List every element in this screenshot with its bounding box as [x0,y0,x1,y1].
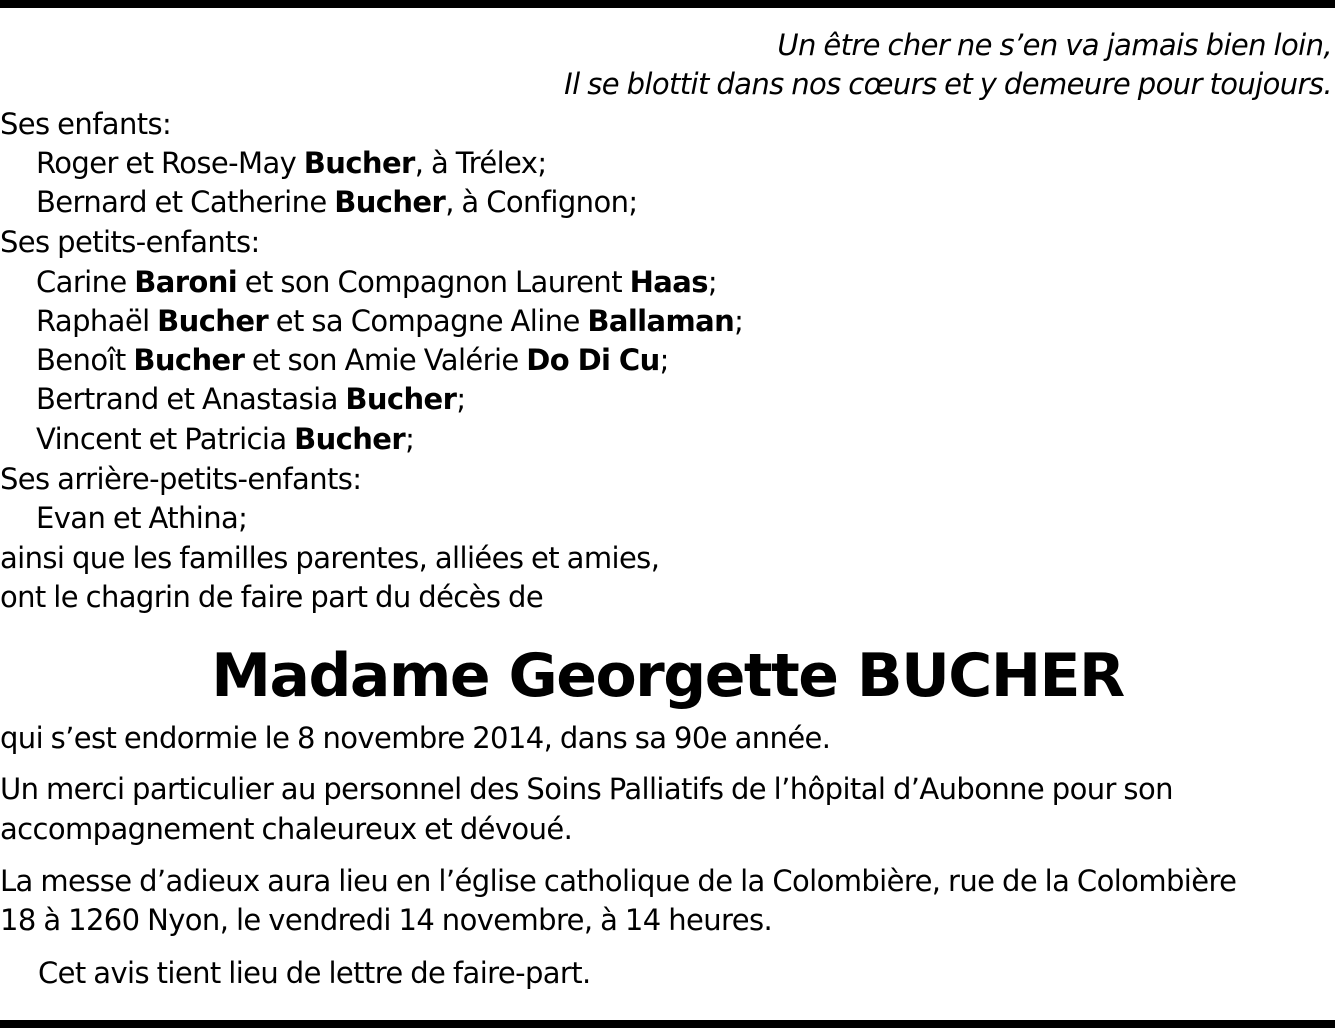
epigraph-line-2: Il se blottit dans nos cœurs et y demeure pour toujours. [564,67,1332,101]
children-heading: Ses enfants: [0,107,172,141]
epigraph-line-1: Un être cher ne s’en va jamais bien loin, [777,28,1332,62]
announcement-line: ont le chagrin de faire part du décès de [0,580,544,614]
great-grandchildren-heading: Ses arrière-petits-enfants: [0,462,362,496]
bottom-border-rule [0,1020,1335,1028]
grandchild-entry: Vincent et Patricia Bucher; [36,422,415,456]
closing-notice: Cet avis tient lieu de lettre de faire-part. [38,956,591,990]
families-line: ainsi que les familles parentes, alliées et amies, [0,541,660,575]
child-entry: Roger et Rose-May Bucher, à Trélex; [36,146,547,180]
thanks-line-1: Un merci particulier au personnel des Soins Palliatifs de l’hôpital d’Aubonne pour son [0,772,1173,806]
deceased-name: Madame Georgette BUCHER [211,641,1124,711]
grandchild-entry: Raphaël Bucher et sa Compagne Aline Ballaman; [36,304,744,338]
grandchildren-heading: Ses petits-enfants: [0,225,260,259]
grandchild-entry: Bertrand et Anastasia Bucher; [36,382,466,416]
top-border-rule [0,0,1335,8]
ceremony-line-2: 18 à 1260 Nyon, le vendredi 14 novembre, à 14 heures. [0,903,773,937]
grandchild-entry: Benoît Bucher et son Amie Valérie Do Di Cu; [36,343,669,377]
death-date-line: qui s’est endormie le 8 novembre 2014, dans sa 90e année. [0,721,831,755]
great-grandchild-entry: Evan et Athina; [36,501,248,535]
thanks-line-2: accompagnement chaleureux et dévoué. [0,812,573,846]
ceremony-line-1: La messe d’adieux aura lieu en l’église catholique de la Colombière, rue de la Colombière [0,864,1237,898]
grandchild-entry: Carine Baroni et son Compagnon Laurent Haas; [36,265,718,299]
child-entry: Bernard et Catherine Bucher, à Confignon; [36,185,638,219]
